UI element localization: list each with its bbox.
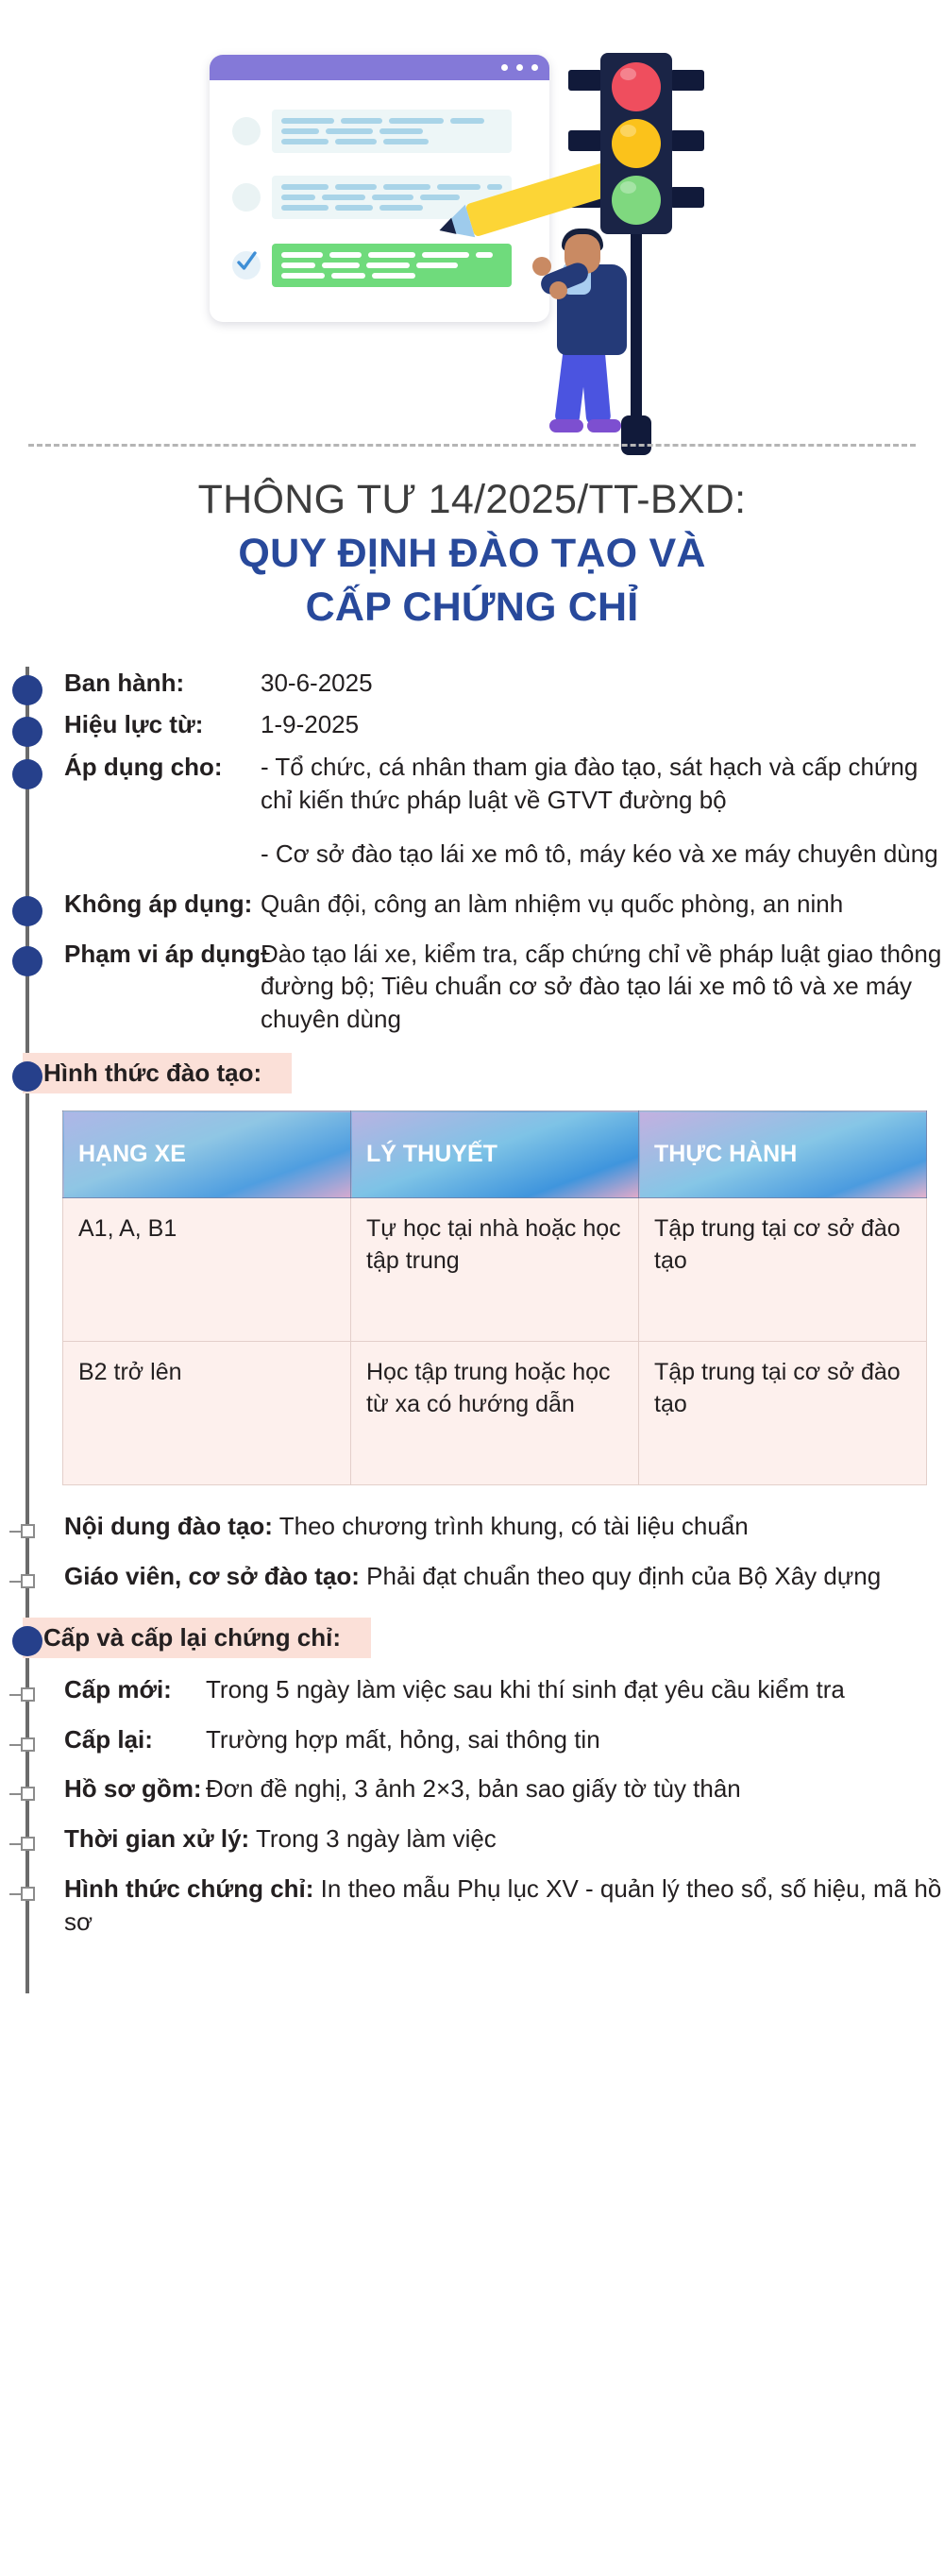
table-cell: Tập trung tại cơ sở đào tạo	[639, 1198, 927, 1342]
table-header-ly-thuyet: LÝ THUYẾT	[351, 1111, 639, 1198]
subitem-value: Trường hợp mất, hỏng, sai thông tin	[206, 1724, 600, 1754]
traffic-light-red-icon	[612, 62, 661, 111]
checklist-row	[232, 110, 512, 153]
training-modes-table	[0, 1110, 944, 1485]
item-key: Ban hành:	[64, 668, 185, 697]
item-key: Hiệu lực từ:	[64, 710, 204, 739]
timeline-item-khong-ap-dung	[0, 888, 944, 921]
table-header-row	[63, 1111, 927, 1198]
checklist-card	[210, 55, 549, 322]
window-dot-icon	[516, 64, 523, 71]
subitem-value: Theo chương trình khung, có tài liệu chuẩn	[278, 1512, 749, 1541]
subitem-value: Phải đạt chuẩn theo quy định của Bộ Xây dựng	[366, 1561, 882, 1590]
timeline-subitem-giao-vien	[0, 1560, 944, 1593]
table-cell: Tập trung tại cơ sở đào tạo	[639, 1342, 927, 1485]
section-heading-issuance	[0, 1618, 944, 1658]
card-title-bar	[210, 55, 549, 80]
window-dot-icon	[501, 64, 508, 71]
avatar-circle-icon	[232, 117, 261, 145]
bullet-square-icon	[21, 1887, 35, 1901]
bullet-square-icon	[21, 1737, 35, 1752]
subitem-key: Nội dung đào tạo:	[64, 1512, 273, 1541]
checklist-row-checked	[232, 244, 512, 287]
timeline-subitem-thoi-gian	[0, 1822, 944, 1856]
table-cell: Học tập trung hoặc học từ xa có hướng dẫn	[351, 1342, 639, 1485]
item-value: Đào tạo lái xe, kiểm tra, cấp chứng chỉ về pháp luật giao thông đường bộ; Tiêu chuẩn cơ sở đào tạo lái xe mô tô và xe máy chuyên dùng	[261, 939, 942, 1034]
divider	[28, 444, 916, 447]
text-placeholder-block-approved	[272, 244, 512, 287]
bullet-dot-icon	[12, 1626, 42, 1656]
subitem-key: Thời gian xử lý:	[64, 1824, 250, 1854]
text-placeholder-block	[272, 110, 512, 153]
timeline-body	[0, 667, 944, 1993]
timeline-subitem-noi-dung	[0, 1510, 944, 1543]
subitem-key: Giáo viên, cơ sở đào tạo:	[64, 1561, 360, 1590]
bullet-dot-icon	[12, 717, 42, 747]
avatar-circle-icon	[232, 183, 261, 212]
bullet-square-icon	[21, 1574, 35, 1588]
person-with-pencil-illustration	[525, 215, 676, 442]
table-cell: A1, A, B1	[63, 1198, 351, 1342]
table-header-thuc-hanh: THỰC HÀNH	[639, 1111, 927, 1198]
bullet-square-icon	[21, 1787, 35, 1801]
item-value: Quân đội, công an làm nhiệm vụ quốc phòng, an ninh	[261, 889, 844, 918]
traffic-light-green-icon	[612, 176, 661, 225]
item-value-para: - Tổ chức, cá nhân tham gia đào tạo, sát hạch và cấp chứng chỉ kiến thức pháp luật về GTVT đường bộ	[261, 753, 919, 815]
page-title	[0, 476, 944, 633]
bullet-dot-icon	[12, 946, 42, 976]
training-heading-label: Hình thức đào tạo:	[23, 1053, 292, 1093]
subitem-key: Hình thức chứng chỉ:	[64, 1874, 314, 1904]
title-line-2: QUY ĐỊNH ĐÀO TẠO VÀ	[238, 530, 706, 576]
bullet-dot-icon	[12, 1061, 42, 1092]
check-circle-icon	[232, 251, 261, 280]
section-heading-training	[0, 1053, 944, 1093]
subitem-key: Cấp lại:	[64, 1724, 153, 1754]
timeline-item-hieu-luc	[0, 708, 944, 741]
timeline-subitem-ho-so	[0, 1772, 944, 1805]
table-cell: Tự học tại nhà hoặc học tập trung	[351, 1198, 639, 1342]
subitem-value: Trong 5 ngày làm việc sau khi thí sinh đạt yêu cầu kiểm tra	[206, 1674, 845, 1703]
item-key: Áp dụng cho:	[64, 753, 223, 782]
window-dots	[501, 64, 538, 71]
table-row	[63, 1342, 927, 1485]
bullet-square-icon	[21, 1837, 35, 1851]
timeline-item-ap-dung-cho	[0, 751, 944, 870]
table-row	[63, 1198, 927, 1342]
title-line-1: THÔNG TƯ 14/2025/TT-BXD:	[197, 477, 747, 522]
bullet-square-icon	[21, 1687, 35, 1702]
subitem-value: Đơn đề nghị, 3 ảnh 2×3, bản sao giấy tờ tùy thân	[206, 1774, 741, 1804]
table-cell: B2 trở lên	[63, 1342, 351, 1485]
hero-illustration	[0, 0, 944, 444]
bullet-dot-icon	[12, 759, 42, 789]
item-value: 30-6-2025	[261, 668, 373, 697]
timeline-subitem-cap-moi	[0, 1673, 944, 1706]
timeline-item-pham-vi	[0, 938, 944, 1036]
traffic-light-yellow-icon	[612, 119, 661, 168]
timeline-subitem-hinh-thuc-cc	[0, 1873, 944, 1939]
timeline-subitem-cap-lai	[0, 1723, 944, 1756]
item-value: 1-9-2025	[261, 710, 360, 739]
bullet-dot-icon	[12, 896, 42, 926]
subitem-value: In theo mẫu Phụ lục XV - quản lý theo sổ, số hiệu, mã hồ sơ	[64, 1874, 942, 1936]
subitem-key: Hồ sơ gồm:	[64, 1774, 202, 1804]
subitem-key: Cấp mới:	[64, 1674, 172, 1703]
table-header-hang-xe: HẠNG XE	[63, 1111, 351, 1198]
bullet-dot-icon	[12, 675, 42, 705]
subitem-value: Trong 3 ngày làm việc	[255, 1824, 497, 1854]
title-line-3: CẤP CHỨNG CHỈ	[305, 585, 639, 631]
item-key: Phạm vi áp dụng:	[64, 939, 269, 968]
bullet-square-icon	[21, 1524, 35, 1538]
item-value-para: - Cơ sở đào tạo lái xe mô tô, máy kéo và xe máy chuyên dùng	[261, 839, 938, 868]
window-dot-icon	[531, 64, 538, 71]
timeline-item-ban-hanh	[0, 667, 944, 700]
item-key: Không áp dụng:	[64, 889, 253, 918]
issuance-heading-label: Cấp và cấp lại chứng chỉ:	[23, 1618, 371, 1658]
